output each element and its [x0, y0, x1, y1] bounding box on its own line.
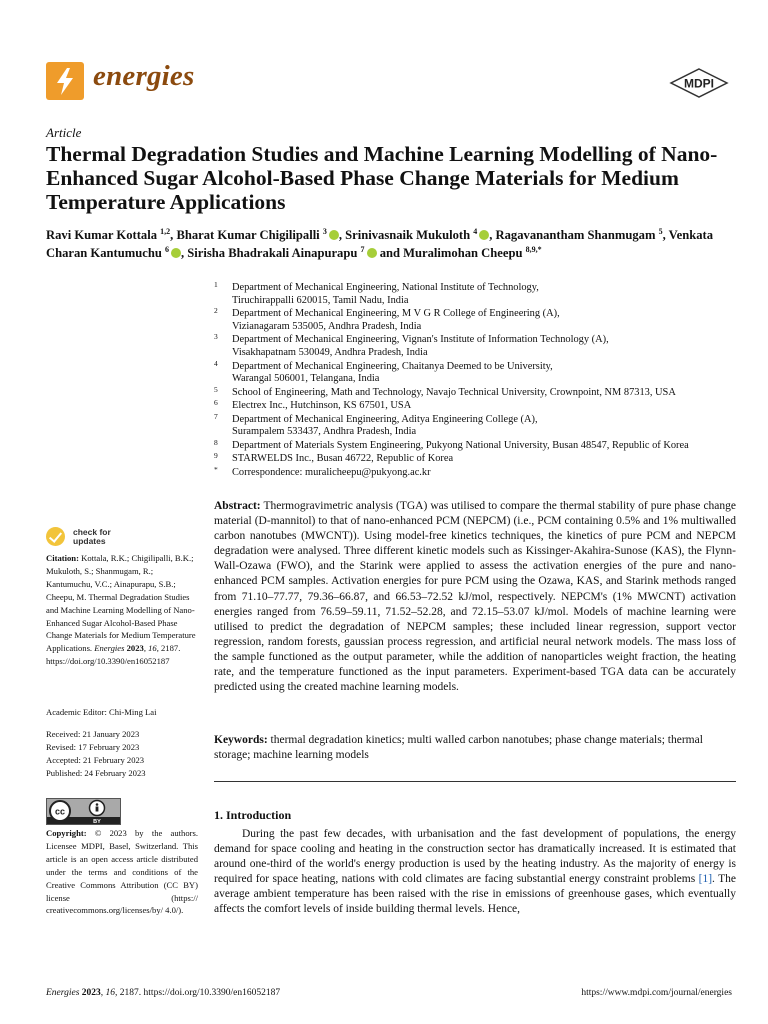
author-name[interactable]: Muralimohan Cheepu — [403, 246, 523, 260]
author-affiliation-marker: 4 — [473, 226, 478, 236]
author-affiliation-marker: 3 — [322, 226, 327, 236]
author-name[interactable]: Bharat Kumar Chigilipalli — [176, 228, 320, 242]
author-affiliation-marker: 5 — [658, 226, 663, 236]
keywords-label: Keywords: — [214, 734, 268, 746]
date-accepted: Accepted: 21 February 2023 — [46, 754, 145, 765]
citation-page: , 2187. — [156, 643, 181, 654]
affiliation-line: Department of Mechanical Engineering, Vignan's Institute of Information Technology (A), — [232, 334, 609, 346]
affiliation-line: Department of Mechanical Engineering, M V G R College of Engineering (A), — [232, 308, 560, 320]
affiliation-number: 6 — [214, 398, 218, 408]
introduction-paragraph — [214, 827, 736, 918]
author-name[interactable]: Ragavanantham Shanmugam — [495, 228, 656, 242]
orcid-icon[interactable] — [329, 230, 339, 240]
citation-text: Kottala, R.K.; Chigilipalli, B.K.; Mukuloth, S.; Shanmugam, R.; Kantumuchu, V.C.; Ainapurapu, S.B.; Cheepu, M. Thermal Degradation Studies and Machine Learning Modelling of Nano-Enhanced Sugar Alcohol-Based Phase Change Materials for Medium Temperature Applications. — [46, 553, 196, 654]
affiliation-item — [214, 464, 734, 480]
affiliation-number: 4 — [214, 358, 218, 368]
affiliation-line: Department of Mechanical Engineering, Chaitanya Deemed to be University, — [232, 360, 553, 372]
section-heading-introduction: 1. Introduction — [214, 808, 292, 822]
footer-volume: 16 — [105, 988, 116, 998]
citation-journal: Energies — [94, 643, 125, 654]
author-name[interactable]: Srinivasnaik Mukuloth — [345, 228, 471, 242]
citation-doi-link[interactable]: https://doi.org/10.3390/en16052187 — [46, 656, 170, 667]
check-updates-icon — [46, 527, 65, 546]
author-affiliation-marker: 7 — [360, 244, 365, 254]
abstract-label: Abstract: — [214, 500, 261, 512]
author-name[interactable]: Venkata Charan Kantumuchu — [46, 228, 713, 260]
authors-and: and — [379, 246, 400, 260]
affiliation-number: 1 — [214, 280, 218, 289]
affiliations — [214, 282, 734, 480]
affiliation-line: Correspondence: muralicheepu@pukyong.ac.kr — [232, 466, 431, 478]
copyright-notice — [46, 827, 198, 917]
affiliation-number: 5 — [214, 384, 218, 394]
publication-dates — [46, 728, 198, 780]
academic-editor: Academic Editor: Chi-Ming Lai — [46, 707, 157, 717]
cc-by-label: BY — [93, 819, 101, 824]
citation-label: Citation: — [46, 553, 79, 563]
publisher-name: MDPI — [684, 76, 714, 91]
author-name[interactable]: Ravi Kumar Kottala — [46, 228, 158, 242]
author-affiliation-marker: 1,2 — [160, 226, 171, 236]
mdpi-logo-icon[interactable] — [669, 68, 729, 103]
date-received: Received: 21 January 2023 — [46, 729, 140, 739]
affiliation-number: 7 — [214, 411, 218, 421]
affiliation-line: Visakhapatnam 530049, Andhra Pradesh, India — [232, 347, 428, 359]
affiliation-item — [214, 384, 734, 400]
affiliation-number: * — [214, 464, 218, 474]
affiliation-line: Electrex Inc., Hutchinson, KS 67501, USA — [232, 400, 412, 412]
author-name[interactable]: Sirisha Bhadrakali Ainapurapu — [187, 246, 358, 260]
affiliation-line: Department of Mechanical Engineering, Aditya Engineering College (A), — [232, 413, 538, 425]
svg-text:cc: cc — [54, 806, 66, 817]
affiliation-line: Surampalem 533437, Andhra Pradesh, India — [232, 426, 417, 438]
copyright-label: Copyright: — [46, 828, 87, 838]
affiliation-item — [214, 358, 734, 387]
affiliation-line: Vizianagaram 535005, Andhra Pradesh, India — [232, 320, 422, 332]
affiliation-line: Department of Materials System Engineering, Pukyong National University, Busan 48547, Republic of Korea — [232, 439, 689, 451]
affiliation-item — [214, 282, 734, 308]
citation-year: 2023 — [126, 643, 144, 654]
keywords — [214, 733, 736, 763]
affiliation-number: 9 — [214, 451, 218, 461]
journal-name[interactable]: energies — [93, 60, 195, 92]
keywords-text: thermal degradation kinetics; multi walled carbon nanotubes; phase change materials; thermal storage; machine learning models — [214, 734, 703, 762]
author-affiliation-marker: 6 — [164, 244, 169, 254]
footer-doi[interactable]: , 2187. https://doi.org/10.3390/en16052187 — [115, 988, 281, 998]
date-published: Published: 24 February 2023 — [46, 767, 146, 778]
author-list: Ravi Kumar Kottala $^{1,2}$, Bharat Kumar Chigilipalli $^3$ , Srinivasnaik Mukuloth $^4$ , Ragavanantham Shanmugam $^5$, Venkata Charan Kantumuchu $^6$ , Sirisha Bhadrakali Ainapurapu $^7$ and Muralimohan Cheepu $^{8,9,*}$ — [46, 226, 713, 260]
citation-block: Citation: Kottala, R.K.; Chigilipalli, B.K.; Mukuloth, S.; Shanmugam, R.; Kantumuchu, V.C.; Ainapurapu, S.B.; Cheepu, M. Thermal Degradation Studies and Machine Learning Modelling of Nano-Enhanced Sugar Alcohol-Based Phase Change Materials for Medium Temperature Applications. Energies 2023, 16, 2187. https://doi.org/10.3390/en16052187 — [46, 553, 196, 667]
page-title: Thermal Degradation Studies and Machine Learning Modelling of Nano-Enhanced Sugar Alcohol-Based Phase Change Materials for Medium Temperature Applications — [46, 142, 718, 214]
affiliation-line: STARWELDS Inc., Busan 46722, Republic of Korea — [232, 453, 454, 465]
cc-by-license-icon[interactable] — [46, 798, 121, 825]
journal-logo-icon — [46, 62, 84, 100]
abstract — [214, 499, 736, 695]
abstract-text: Thermogravimetric analysis (TGA) was utilised to compare the thermal stability of pure phase change material (D-mannitol) to that of nano-enhanced PCM (NEPCM) (i.e., PCM containing 0.5% and 1% multiwalled carbon nanotubes (MWCNT)). Using model-free kinetics techniques, the kinetics of pure PCM and NEPCM degradation were analysed. Three different kinetic models such as Kissinger-Akahira-Sunose (KAS), the Flynn-Wall-Ozawa (FWO), and the Starink were applied to assess the activation energies of the pure and nano-enhanced PCM samples. Activation energies for pure PCM using the Ozawa, KAS, and Starink methods ranged from 71.10–77.77, 79.36–66.87, and 66.53–72.52 kJ/mol, respectively. NEPCM's (1% MWCNT) activation energies ranged from 76.59–59.11, 71.52–52.28, and 72.15–53.07 kJ/mol. Models of machine learning were utilised to predict the degradation of NEPCM samples; these included linear regression, support vector regression, random forests, gaussian process regression, and artificial neural network models. The mass loss of the sample functioned as the output parameter, while the addition of nanoparticles weight fraction, the heating rate, and the temperature functioned as the input parameters. Experiment-based TGA data can be accurately predicted using the created machine learning models. — [214, 500, 737, 694]
orcid-icon[interactable] — [479, 230, 489, 240]
check-line1: check for — [73, 526, 111, 537]
intro-text-2: . The average ambient temperature has been raised with the rise in emissions of greenhouse gases, which eventually affects the comfort levels of inside building thermal levels. Hence, — [214, 873, 736, 916]
reference-link-1[interactable]: [1] — [698, 873, 713, 886]
affiliation-item — [214, 437, 734, 453]
footer-journal-url[interactable]: https://www.mdpi.com/journal/energies — [581, 988, 732, 998]
affiliation-line: Warangal 506001, Telangana, India — [232, 373, 380, 385]
affiliation-line: Department of Mechanical Engineering, National Institute of Technology, — [232, 282, 539, 293]
affiliation-item — [214, 411, 734, 440]
intro-text-1: During the past few decades, with urbanisation and the fast development of populations, the energy demand for space cooling and heating in the construction sector has dramatically increased. It is estimated that around one-third of the world's energy production is used by the heating industry. As the majority of energy is required for space heating, nations with cold climates are facing substantial energy constraint problems — [214, 828, 736, 886]
footer-year: 2023 — [81, 988, 101, 998]
article-type: Article — [46, 125, 82, 140]
check-line2: updates — [73, 535, 106, 546]
affiliation-number: 3 — [214, 332, 218, 342]
date-revised: Revised: 17 February 2023 — [46, 741, 140, 752]
footer-journal: Energies — [46, 988, 80, 998]
affiliation-line: School of Engineering, Math and Technology, Navajo Technical University, Crownpoint, NM 87313, USA — [232, 386, 676, 398]
author-affiliation-marker: 8,9,* — [525, 244, 542, 254]
affiliation-line: Tiruchirappalli 620015, Tamil Nadu, India — [232, 294, 409, 306]
affiliation-item — [214, 453, 734, 466]
citation-volume: 16 — [148, 643, 157, 654]
copyright-text: © 2023 by the authors. Licensee MDPI, Basel, Switzerland. This article is an open access article distributed under the terms and conditions of the Creative Commons Attribution (CC BY) license (https:// creativecommons.org/licenses/by/ 4.0/). — [46, 828, 198, 916]
footer-citation: Energies 2023, 16, 2187. https://doi.org/10.3390/en16052187 — [46, 988, 281, 998]
orcid-icon[interactable] — [367, 248, 377, 258]
affiliation-item — [214, 308, 734, 334]
affiliation-item — [214, 400, 734, 413]
orcid-icon[interactable] — [171, 248, 181, 258]
affiliation-number: 8 — [214, 437, 218, 447]
affiliation-item — [214, 334, 734, 360]
affiliation-number: 2 — [214, 306, 218, 316]
section-divider — [214, 781, 736, 782]
